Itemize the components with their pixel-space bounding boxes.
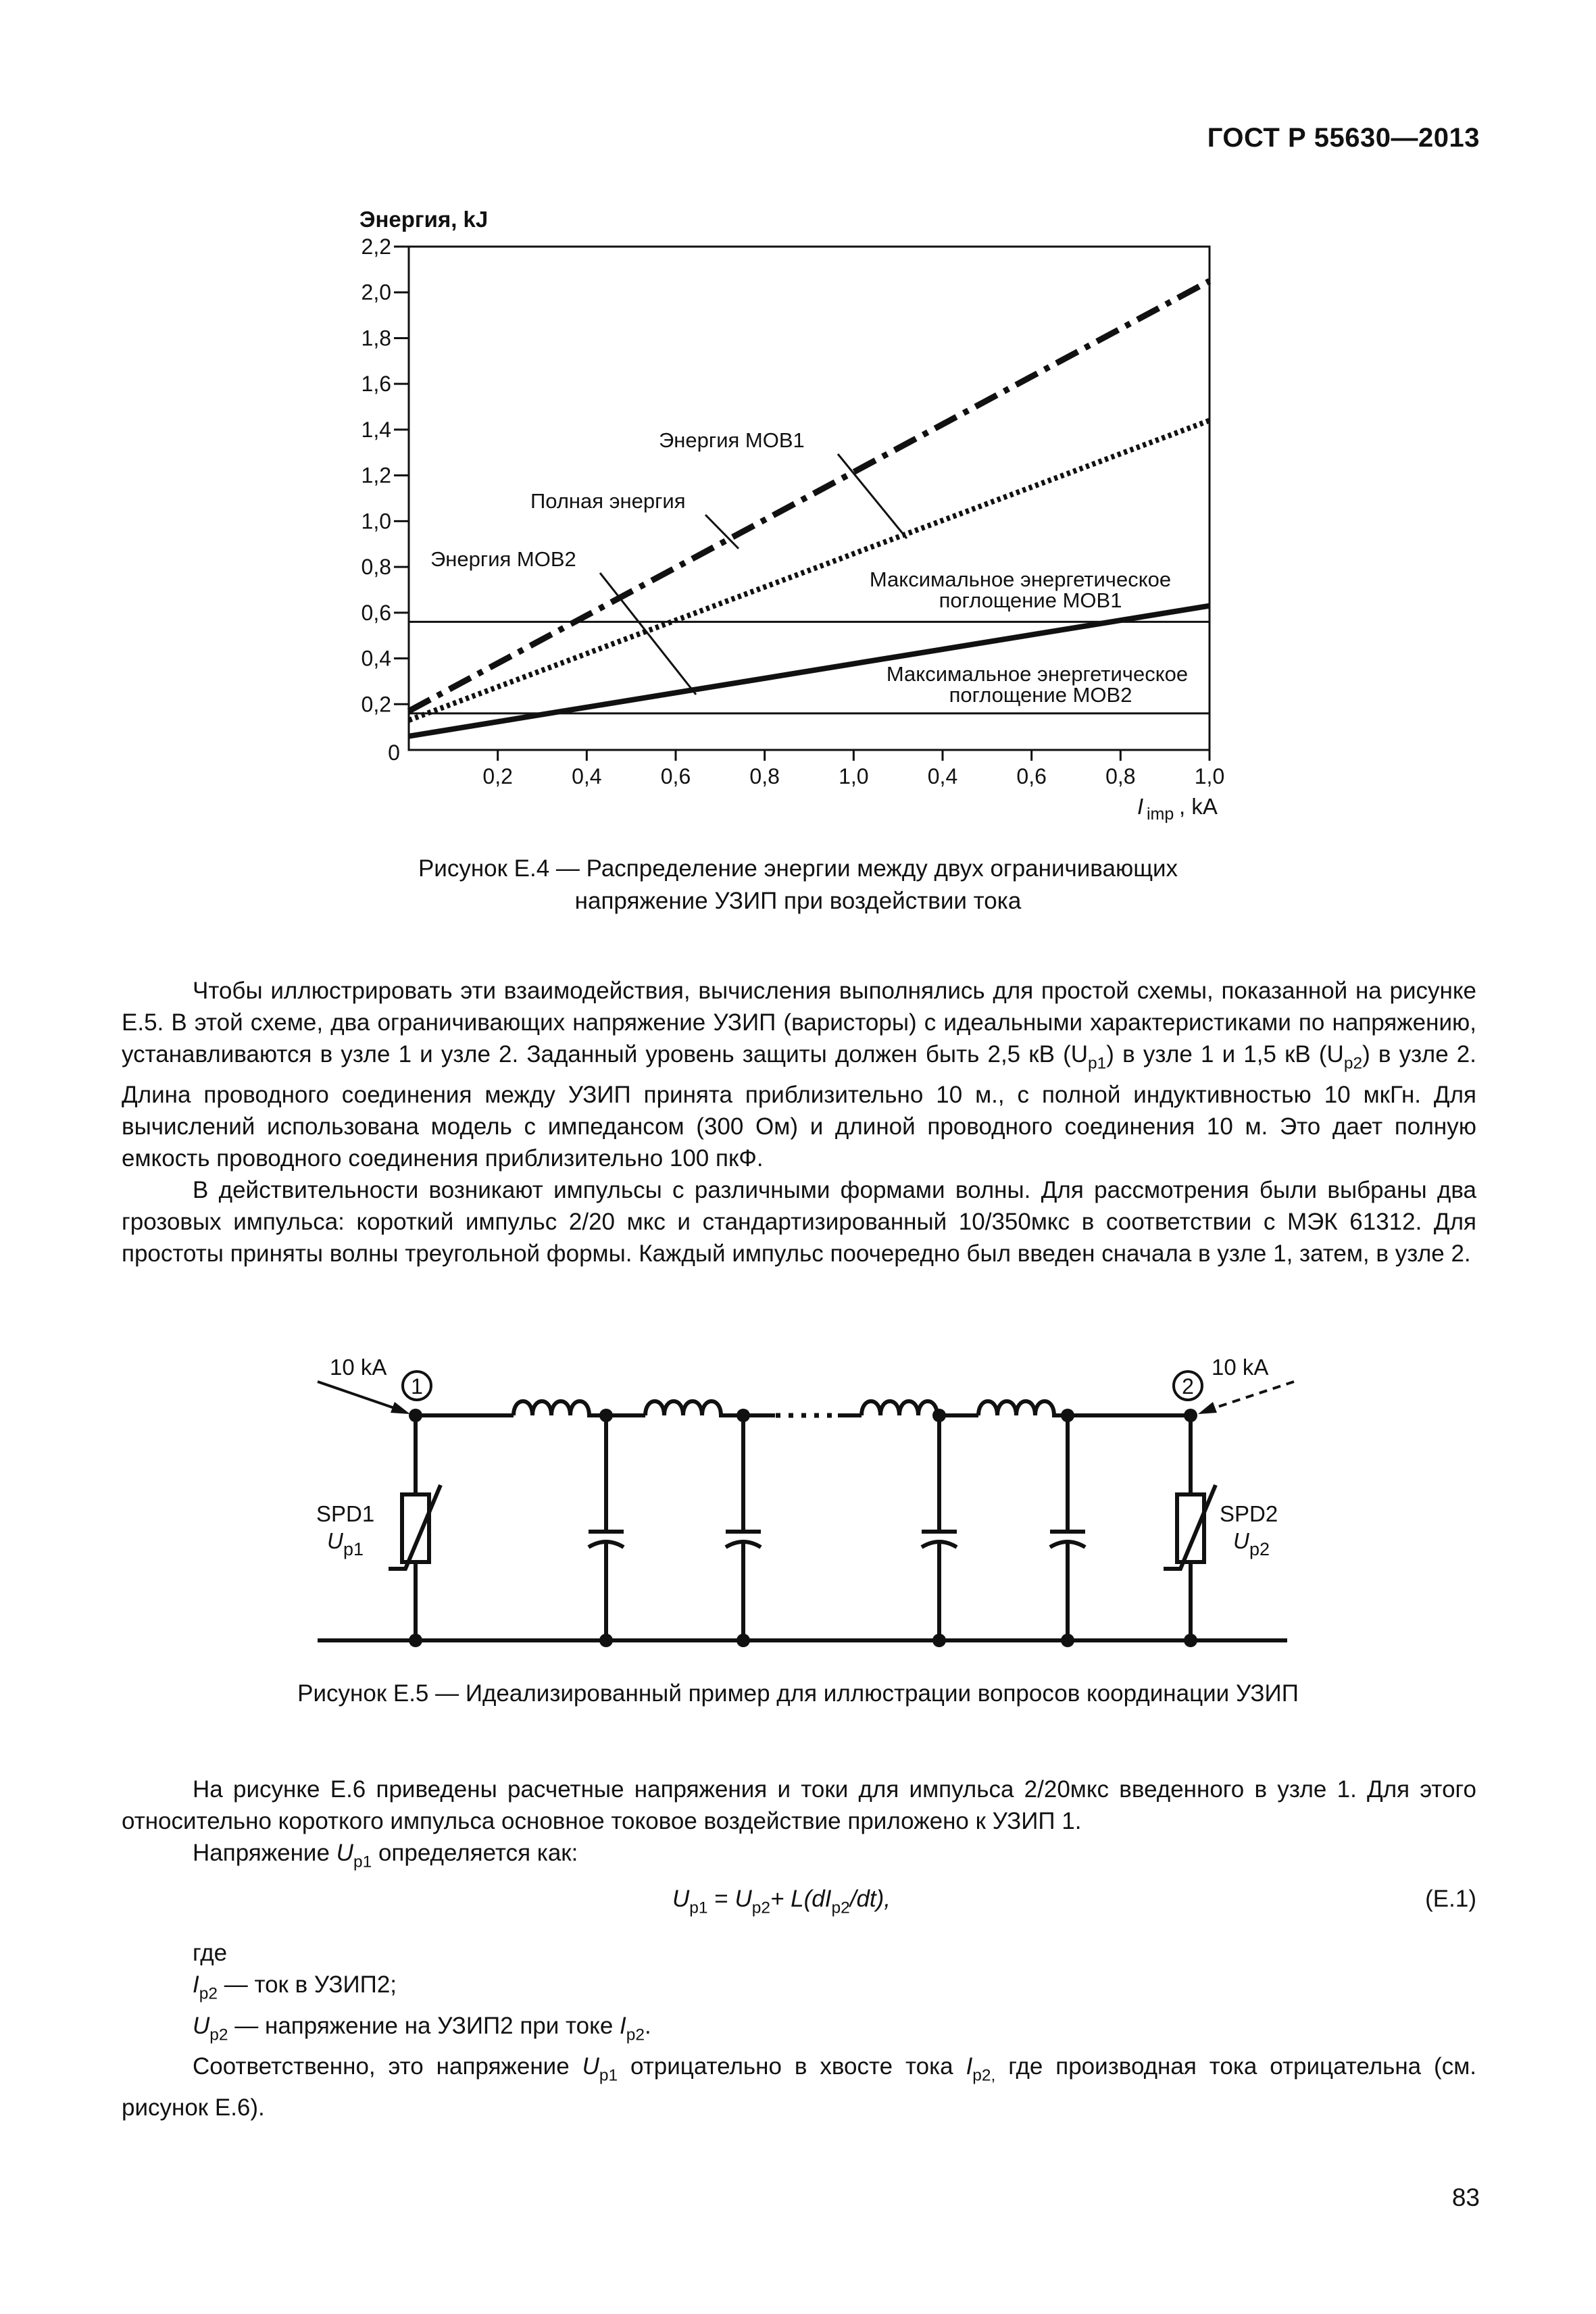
spd1-voltage: U — [327, 1528, 343, 1553]
p1-sub2: p2 — [1343, 1054, 1363, 1073]
eq-u1: U — [672, 1886, 690, 1913]
y-axis-ticks — [361, 234, 409, 765]
arrowhead-left — [391, 1402, 410, 1414]
junction-3 — [737, 1409, 750, 1422]
label-total: Полная энергия — [530, 489, 686, 513]
y-tick-label-10: 2,2 — [361, 234, 391, 259]
eq-tail: /dt), — [849, 1886, 891, 1913]
p5-u: U — [582, 2053, 599, 2080]
x-tick-label-0: 0,2 — [482, 764, 513, 788]
junction-12 — [1184, 1634, 1197, 1647]
x-tick-label-6: 0,6 — [1016, 764, 1047, 788]
eq-s3: p2 — [831, 1898, 850, 1917]
y-tick-label-6: 1,4 — [361, 417, 391, 442]
junction-2 — [599, 1409, 613, 1422]
capacitor-2 — [726, 1415, 761, 1640]
x-axis-ticks — [482, 750, 1224, 788]
node-1-label: 1 — [411, 1374, 423, 1399]
arrowhead-right — [1198, 1402, 1217, 1414]
junction-8 — [599, 1634, 613, 1647]
leader-mob1 — [838, 454, 907, 538]
spd1-voltage-sub: p1 — [343, 1539, 364, 1559]
paragraph-1 — [122, 975, 1476, 1174]
junction-6 — [1184, 1409, 1197, 1422]
def2-sym2: I — [620, 2012, 626, 2039]
x-axis-label-unit: , kA — [1179, 794, 1218, 819]
document-header: ГОСТ Р 55630—2013 — [1207, 123, 1480, 153]
def2-sym: U — [193, 2012, 210, 2039]
p5-i: I — [966, 2053, 973, 2080]
junction-5 — [1061, 1409, 1074, 1422]
junction-1 — [409, 1409, 422, 1422]
junction-9 — [737, 1634, 750, 1647]
inductor-4 — [978, 1401, 1058, 1415]
capacitor-1 — [589, 1415, 624, 1640]
eq-u2: U — [734, 1886, 752, 1913]
spd2-name: SPD2 — [1220, 1501, 1278, 1526]
eq-s2: p2 — [751, 1898, 770, 1917]
capacitors — [589, 1415, 1085, 1640]
junction-dots — [409, 1409, 1197, 1647]
spd2-varistor — [1164, 1485, 1216, 1569]
spd1-varistor — [389, 1485, 441, 1569]
body-section-1 — [122, 975, 1476, 1269]
def2-end: . — [645, 2012, 651, 2039]
x-tick-label-5: 0,4 — [927, 764, 958, 788]
x-tick-label-8: 1,0 — [1194, 764, 1225, 788]
y-tick-label-5: 1,2 — [361, 463, 391, 488]
body-section-2 — [122, 1774, 1476, 2123]
inductor-2 — [645, 1401, 725, 1415]
p4-u: U — [336, 1840, 353, 1866]
label-hline1-a: Максимальное энергетическое — [869, 568, 1172, 591]
p5-b: отрицательно в хвосте тока — [618, 2053, 966, 2080]
current-arrow-left — [318, 1382, 402, 1411]
p5-sub2: p2, — [972, 2066, 996, 2085]
y-tick-label-8: 1,8 — [361, 326, 391, 351]
origin-label: 0 — [388, 740, 400, 765]
p4-b: определяется как: — [372, 1840, 578, 1866]
eq-plus: + L(dI — [770, 1886, 832, 1913]
figure-e4-caption — [0, 853, 1596, 917]
paragraph-3: На рисунке Е.6 приведены расчетные напряжения и токи для импульса 2/20мкс введенного в узле 1. Для этого относительно короткого импульса основное токовое воздействие приложено к УЗИП 1. — [122, 1776, 1476, 1834]
spd2-voltage: U — [1233, 1528, 1249, 1553]
def1-text: — ток в УЗИП2; — [218, 1971, 397, 1998]
page-number: 83 — [1451, 2184, 1480, 2211]
spd2-voltage-sub: p2 — [1249, 1539, 1270, 1559]
def2-text: — напряжение на УЗИП2 при токе — [228, 2012, 620, 2039]
x-axis-label-sub: imp — [1147, 805, 1174, 824]
energy-chart — [0, 0, 1596, 851]
x-tick-label-2: 0,6 — [660, 764, 691, 788]
label-hline2-a: Максимальное энергетическое — [886, 662, 1189, 686]
p1-start: Чтобы иллюстрировать эти взаимодействия, вычисления выполнялись для простой схемы, показанной на рисунке Е.5. В этой схеме, два ограничивающих напряжение УЗИП (варисторы) с идеальными характеристиками по напряжению, устанавливаются в узле 1 и узле 2. Заданный уровень защиты должен быть 2,5 кВ (U — [122, 978, 1476, 1067]
capacitor-3 — [922, 1415, 957, 1640]
def2-sub2: p2 — [626, 2026, 645, 2044]
y-tick-label-9: 2,0 — [361, 280, 391, 305]
label-mob1: Энергия MOB1 — [659, 428, 805, 452]
eq-equals: = — [707, 1886, 735, 1913]
capacitor-4 — [1050, 1415, 1085, 1640]
p4-a: Напряжение — [193, 1840, 336, 1866]
equation-number: (Е.1) — [1425, 1886, 1476, 1913]
junction-10 — [932, 1634, 946, 1647]
x-tick-label-7: 0,8 — [1105, 764, 1136, 788]
caption-line-1: Рисунок Е.4 — Распределение энергии между двух ограничивающих — [418, 855, 1178, 882]
junction-7 — [409, 1634, 422, 1647]
circuit-diagram — [0, 1338, 1596, 1655]
where-label: где — [193, 1940, 228, 1967]
y-axis-label: Энергия, kJ — [359, 207, 489, 232]
p1-mid: ) в узле 1 и 1,5 кВ (U — [1106, 1041, 1344, 1067]
series-line-1 — [409, 281, 1210, 711]
y-tick-label-4: 1,0 — [361, 509, 391, 534]
label-mob2: Энергия MOB2 — [430, 547, 576, 571]
node-2-label: 2 — [1182, 1374, 1194, 1399]
inductor-1 — [514, 1401, 593, 1415]
y-tick-label-0: 0,2 — [361, 692, 391, 717]
paragraph-2: В действительности возникают импульсы с различными формами волны. Для рассмотрения были выбраны два грозовых импульса: короткий импульс 2/20 мкс и стандартизированный 10/350мкс в соответствии с МЭК 61312. Для простоты приняты волны треугольной формы. Каждый импульс поочередно был введен сначала в узле 1, затем, в узле 2. — [122, 1177, 1476, 1267]
def1-sub: p2 — [199, 1984, 218, 2003]
junction-11 — [1061, 1634, 1074, 1647]
paragraph-4 — [122, 1837, 1476, 1878]
p5-sub: p1 — [599, 2066, 618, 2085]
figure-e5-caption: Рисунок Е.5 — Идеализированный пример для иллюстрации вопросов координации УЗИП — [297, 1680, 1299, 1707]
x-tick-label-3: 0,8 — [749, 764, 780, 788]
x-axis-label-main: I — [1137, 794, 1144, 819]
x-tick-label-1: 0,4 — [572, 764, 602, 788]
current-left-label: 10 kA — [330, 1355, 387, 1380]
p4-sub: p1 — [353, 1853, 372, 1871]
spd1-name: SPD1 — [316, 1501, 375, 1526]
def2-sub: p2 — [209, 2026, 228, 2044]
y-tick-label-7: 1,6 — [361, 372, 391, 397]
inductor-3 — [862, 1401, 941, 1415]
y-tick-label-3: 0,8 — [361, 555, 391, 580]
p1-end: ) в узле 2. Длина проводного соединения между УЗИП принята приблизительно 10 м., с полной индуктивностью 10 мкГн. Для вычислений использована модель с импедансом (300 Ом) и длиной проводного соединения 10 м. Это дает полную емкость проводного соединения приблизительно 100 пкФ. — [122, 1041, 1477, 1172]
eq-s1: p1 — [689, 1898, 708, 1917]
x-tick-label-4: 1,0 — [839, 764, 869, 788]
p5-c: где производная тока отрицательна (см. рисунок Е.6). — [122, 2053, 1477, 2121]
definition-1 — [122, 1969, 1476, 2009]
p5-a: Соответственно, это напряжение — [193, 2053, 582, 2080]
equation-body — [672, 1883, 891, 1923]
equation-e1 — [122, 1883, 1476, 1923]
y-tick-label-2: 0,6 — [361, 600, 391, 625]
label-hline2-b: поглощение MOB2 — [949, 683, 1132, 707]
y-tick-label-1: 0,4 — [361, 646, 391, 671]
paragraph-5 — [122, 2051, 1476, 2123]
definition-2 — [122, 2010, 1476, 2051]
caption-line-2: напряжение УЗИП при воздействии тока — [574, 888, 1022, 914]
current-right-label: 10 kA — [1212, 1355, 1269, 1380]
label-hline1-b: поглощение MOB1 — [939, 588, 1122, 612]
current-arrow-right — [1206, 1382, 1294, 1411]
def1-sym: I — [193, 1971, 199, 1998]
junction-4 — [932, 1409, 946, 1422]
leader-mob2 — [600, 573, 696, 695]
p1-sub1: p1 — [1088, 1054, 1107, 1073]
